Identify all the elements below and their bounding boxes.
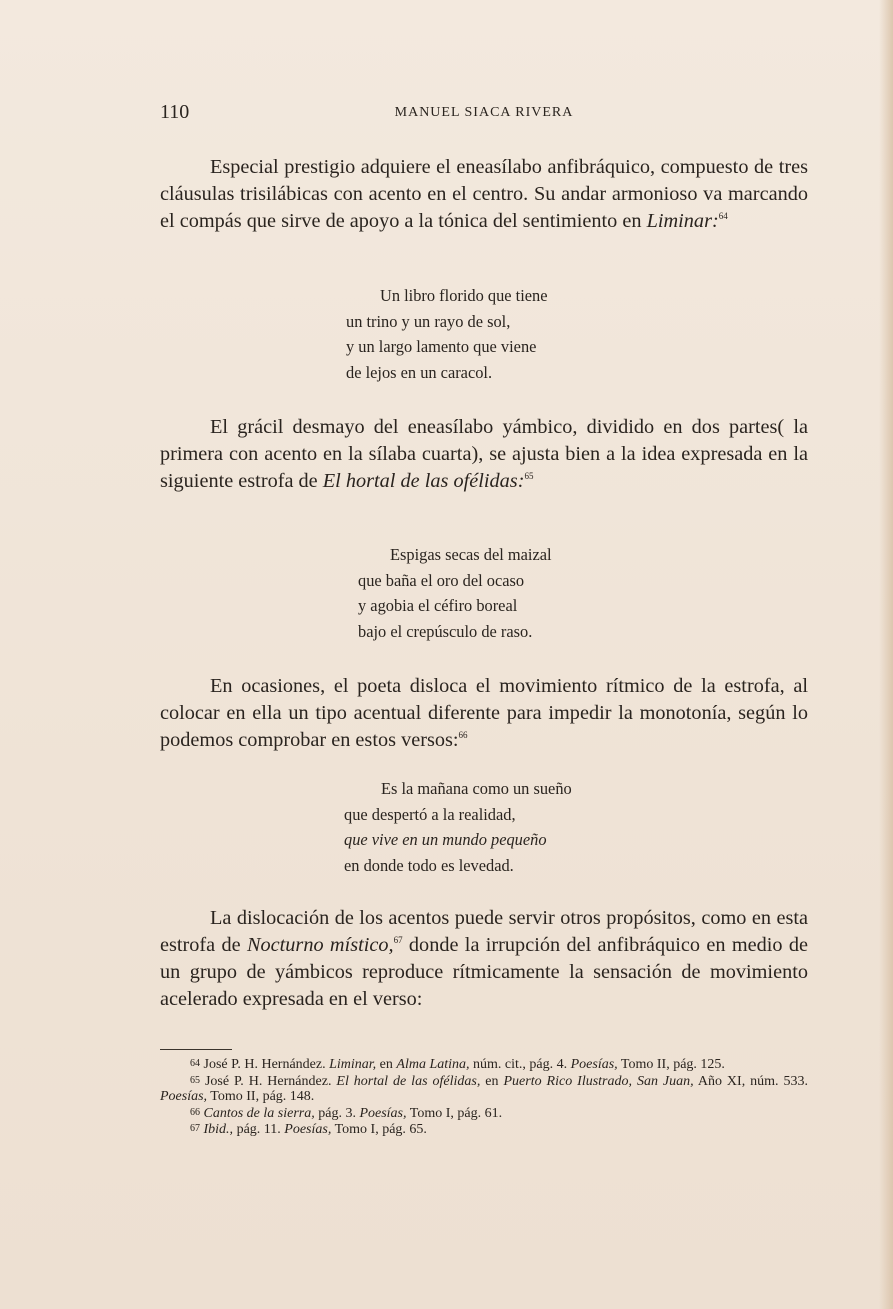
paragraph-4-text-end: donde la irrupción del anfibráquico en medio de un grupo de yámbicos reproduce rítmicamente la sensación de movimiento acelerado expresada en el verso: xyxy=(160,934,808,1010)
footnote-ref-66: 66 xyxy=(458,730,468,740)
paragraph-1-colon: : xyxy=(711,210,719,232)
verse-line: Espigas secas del maizal xyxy=(390,545,552,564)
work-title-nocturno: Nocturno místico, xyxy=(246,934,394,956)
footnote-number: 66 xyxy=(190,1106,200,1118)
footnote-64 xyxy=(160,1056,808,1073)
footnote-65 xyxy=(160,1073,808,1105)
paragraph-1-text: Especial prestigio adquiere el eneasílabo anfibráquico, compuesto de tres cláusulas trisilábicas con acento en el centro. Su andar armonioso va marcando el compás que sirve de apoyo a la tónica del sentimiento en xyxy=(160,156,808,232)
poem-stanza-2 xyxy=(358,542,552,644)
paragraph-2-text: El grácil desmayo del eneasílabo yámbico, dividido en dos partes( la primera con acento en la sílaba cuarta), se ajusta bien a la idea expresada en la siguiente estrofa de xyxy=(160,416,808,492)
footnote-ref-65: 65 xyxy=(524,471,534,481)
footnote-text: en xyxy=(376,1057,397,1072)
running-head xyxy=(160,101,808,127)
footnote-title: Poesías, xyxy=(284,1122,332,1138)
footnote-title: El hortal de las ofélidas, xyxy=(336,1073,481,1089)
footnote-text: en xyxy=(480,1073,504,1089)
footnote-title: Liminar, xyxy=(329,1057,377,1072)
verse-line-italic: que vive en un mundo pequeño xyxy=(344,830,547,849)
footnote-number: 65 xyxy=(190,1074,200,1086)
paragraph-2-colon: : xyxy=(517,470,525,492)
footnote-text: Tomo II, pág. 125. xyxy=(617,1057,725,1072)
page-number: 110 xyxy=(160,101,190,123)
footnote-title: Cantos de la sierra, xyxy=(200,1105,315,1121)
footnote-title: Poesías, xyxy=(359,1105,407,1121)
footnote-text: núm. cit., pág. 4. xyxy=(469,1057,571,1072)
verse-line: Un libro florido que tiene xyxy=(380,286,548,305)
footnote-text: Año XI, núm. 533. xyxy=(693,1073,809,1089)
verse-line: Es la mañana como un sueño xyxy=(381,779,572,798)
footnote-67 xyxy=(160,1121,808,1138)
paragraph-4 xyxy=(160,905,808,1013)
footnote-number: 67 xyxy=(190,1123,200,1135)
verse-line: y un largo lamento que viene xyxy=(346,337,537,356)
footnote-text: José P. H. Hernández. xyxy=(200,1057,330,1072)
paragraph-3-text: En ocasiones, el poeta disloca el movimiento rítmico de la estrofa, al colocar en ella un tipo acentual diferente para impedir la monotonía, según lo podemos comprobar en estos versos: xyxy=(160,675,808,751)
poem-stanza-3 xyxy=(344,776,572,878)
verse-line: de lejos en un caracol. xyxy=(346,362,493,382)
footnote-title: Poesías, xyxy=(160,1089,208,1105)
work-title-liminar: Liminar xyxy=(646,210,712,232)
paragraph-3 xyxy=(160,673,808,754)
footnote-number: 64 xyxy=(190,1058,200,1069)
work-title-el-hortal: El hortal de las ofélidas xyxy=(322,470,518,492)
verse-line: un trino y un rayo de sol, xyxy=(346,311,511,331)
footnote-66 xyxy=(160,1105,808,1122)
footnote-title: Puerto Rico Ilustrado, San Juan, xyxy=(503,1073,694,1089)
footnote-text: José P. H. Hernández. xyxy=(200,1073,337,1089)
footnote-ref-67: 67 xyxy=(393,935,403,945)
footnote-text: pág. 3. xyxy=(314,1105,360,1121)
footnotes xyxy=(160,1056,808,1138)
footnote-ref-64: 64 xyxy=(718,211,728,221)
footnote-text: Tomo II, pág. 148. xyxy=(207,1089,315,1105)
footnote-text: pág. 11. xyxy=(233,1122,285,1138)
footnote-text: Tomo I, pág. 61. xyxy=(406,1105,503,1121)
poem-stanza-1 xyxy=(346,283,548,385)
footnote-rule xyxy=(160,1049,232,1050)
verse-line: que despertó a la realidad, xyxy=(344,804,516,824)
verse-line: bajo el crepúsculo de raso. xyxy=(358,621,533,641)
footnote-title: Ibid., xyxy=(200,1122,234,1138)
footnote-text: Tomo I, pág. 65. xyxy=(331,1122,427,1138)
footnote-title: Poesías, xyxy=(570,1057,618,1072)
verse-line: en donde todo es levedad. xyxy=(344,855,514,875)
paragraph-2 xyxy=(160,414,808,495)
verse-line: y agobia el céfiro boreal xyxy=(358,596,518,615)
footnote-title: Alma Latina, xyxy=(396,1057,470,1072)
paragraph-1 xyxy=(160,154,808,235)
verse-line: que baña el oro del ocaso xyxy=(358,570,525,590)
paragraph-4-text: La dislocación de los acentos puede servir otros propósitos, como en esta estrofa de xyxy=(160,907,808,956)
running-title: MANUEL SIACA RIVERA xyxy=(394,105,574,120)
